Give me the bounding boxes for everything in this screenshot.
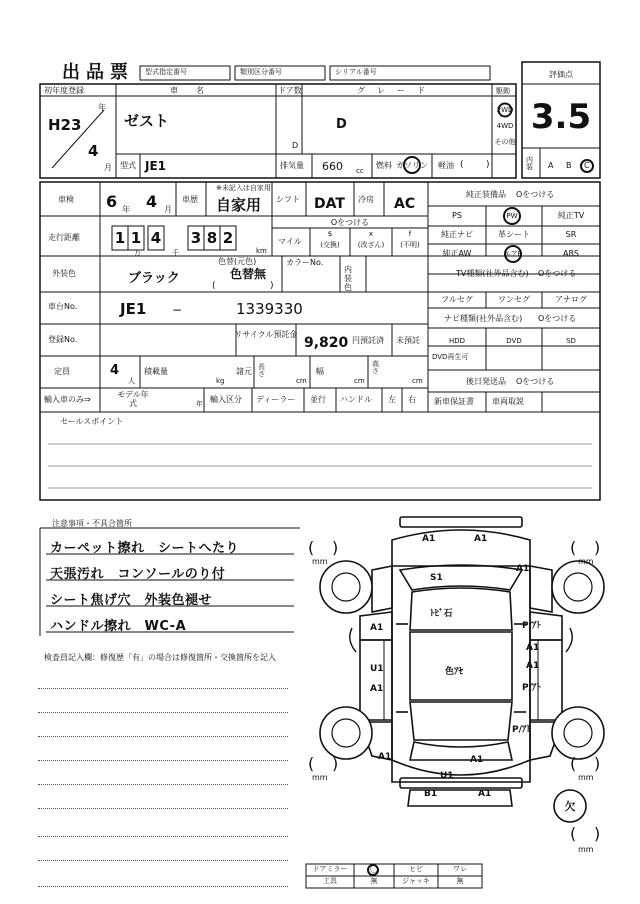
navi-mark-note: Oをつける: [538, 314, 577, 323]
chassis-prefix: JE1: [120, 300, 147, 318]
notes-title: 注意事項・不具合箇所: [52, 519, 132, 528]
damage-label: A1: [526, 661, 540, 671]
ac-label: 冷房: [358, 195, 374, 204]
door-mirror-value: 〇: [370, 865, 378, 874]
year-unit: 年: [98, 103, 106, 112]
equip-pw: PW: [506, 212, 518, 220]
inspector-line: [38, 784, 288, 785]
displacement-value: 660: [322, 160, 343, 173]
mileage-mark-note: Oをつける: [330, 218, 370, 227]
car-name: ゼスト: [124, 112, 170, 130]
inspector-line: [38, 860, 288, 861]
recycle-unpaid: 未預託: [396, 336, 420, 345]
first-reg-label: 初年度登録: [44, 86, 84, 95]
unknown-label: (不明): [400, 241, 420, 249]
note-item-3: シート焦げ穴 外装色褪せ: [50, 593, 213, 608]
damage-label: A1: [474, 534, 488, 544]
inspection-year: 6: [106, 192, 118, 211]
exterior-value: ブラック: [128, 271, 180, 286]
equip-aw: 純正AW: [442, 249, 472, 258]
interior-c: C: [584, 161, 590, 170]
damage-label: A1: [470, 755, 484, 765]
later-manual: 車両取説: [492, 397, 524, 406]
form-title: 出品票: [62, 62, 134, 83]
length-cm-unit: cm: [296, 377, 307, 385]
damage-label: P/ｱﾄ: [522, 683, 541, 693]
dimensions-label: 諸元: [236, 367, 252, 376]
chassis-label: 車台No.: [48, 302, 78, 311]
model-year-label: モデル年式: [117, 390, 149, 408]
tread-bracket-open: (: [570, 538, 577, 557]
drive-other: その他: [494, 138, 516, 146]
mark-x: x: [368, 230, 374, 238]
drive-label: 駆動: [496, 87, 510, 95]
damage-label: P/ｱﾄ: [522, 621, 541, 631]
chassis-number: 1339330: [236, 300, 303, 318]
cc-unit: cc: [356, 167, 364, 175]
shift-value: DAT: [314, 196, 345, 212]
displacement-label: 排気量: [280, 161, 304, 170]
tv-fullseg: フルセグ: [441, 295, 473, 304]
history-value: 自家用: [216, 196, 262, 214]
tread-unit: mm: [578, 845, 594, 854]
mileage-digit-2: 1: [130, 229, 142, 247]
tv-oneseg: ワンセグ: [498, 295, 530, 304]
note-item-4: ハンドル擦れ WC-A: [50, 619, 187, 634]
import-label: 輸入車のみ⇒: [44, 395, 91, 404]
history-label: 車歴: [182, 195, 198, 204]
doors-label: ドア数: [278, 86, 302, 95]
ac-value: AC: [394, 196, 416, 212]
capacity-label: 定員: [54, 367, 70, 376]
fuel-label: 燃料: [376, 161, 392, 170]
damage-label: U1: [370, 664, 384, 674]
sales-point-label: セールスポイント: [60, 417, 124, 426]
equip-leather: 革シート: [498, 230, 530, 239]
fuel-diesel: 軽油: [438, 161, 454, 170]
load-label: 積載量: [144, 367, 168, 376]
note-item-2: 天張汚れ コンソールのり付: [50, 567, 226, 582]
damage-label: P/ｱﾄ: [512, 725, 531, 735]
tv-label: TV種類(社外品含む): [456, 269, 529, 278]
grade-value: D: [336, 117, 347, 132]
inspector-line: [38, 712, 288, 713]
capacity-value: 4: [110, 363, 120, 378]
height-label: 高さ: [372, 360, 379, 375]
damage-label: A1: [478, 789, 492, 799]
inspector-line: [38, 808, 288, 809]
jack-value: 無: [456, 877, 464, 885]
mark-f: f: [408, 230, 412, 238]
drive-2wd: 2WD: [496, 106, 514, 114]
man-unit: 万: [134, 249, 141, 257]
reg-year: H23: [48, 116, 82, 134]
damage-label: A1: [370, 623, 384, 633]
sen-unit: 千: [172, 249, 179, 257]
tread-bracket-close: ): [332, 754, 339, 773]
note-item-1: カーペット擦れ シートへたり: [50, 541, 240, 556]
navi-dvd: DVD: [506, 337, 522, 345]
color-no-label: カラーNo.: [286, 258, 324, 267]
chassis-dash: −: [172, 303, 183, 317]
load-kg-unit: kg: [216, 377, 225, 385]
mark-dollar: $: [327, 230, 333, 238]
tread-unit: mm: [312, 557, 328, 566]
inspector-line: [38, 760, 288, 761]
grade-label: グレード: [357, 86, 437, 95]
repaint-paren-close: ): [270, 281, 274, 291]
left-label: 左: [388, 395, 396, 404]
repaint-paren-open: (: [212, 281, 216, 291]
score-value: 3.5: [530, 97, 592, 137]
tools-value: 無: [370, 877, 378, 885]
month-unit: 月: [104, 163, 112, 172]
inspector-line: [38, 886, 288, 887]
import-class-label: 輸入区分: [210, 395, 242, 404]
serial-label: シリアル番号: [335, 68, 377, 76]
navi-label: ナビ種類(社外品含む): [444, 314, 523, 323]
tread-bracket-close: ): [594, 538, 601, 557]
tools-label: 工具: [323, 877, 337, 885]
damage-label: B1: [424, 789, 438, 799]
interior-color-label: 内装色: [344, 265, 352, 292]
model-year-unit: 年: [196, 400, 203, 408]
later-warranty: 新車保証書: [434, 397, 474, 406]
interior-label: 内装: [526, 156, 533, 171]
inspection-month: 4: [146, 192, 158, 211]
doors-suffix: D: [292, 141, 299, 150]
break-label: ワレ: [453, 865, 467, 873]
dealer-label: ディーラー: [256, 395, 296, 404]
damage-label: A1: [422, 534, 436, 544]
tread-bracket-open: (: [570, 754, 577, 773]
equip-abs: ABS: [563, 249, 579, 258]
fuel-paren-close: ): [486, 160, 490, 170]
tv-mark-note: Oをつける: [538, 269, 577, 278]
km-unit: km: [256, 247, 267, 255]
parallel-label: 並行: [310, 395, 326, 404]
history-note: ※未記入は自家用: [216, 184, 271, 192]
recycle-paid: 円預託済: [352, 336, 384, 345]
drive-4wd: 4WD: [496, 122, 514, 130]
damage-label: S1: [430, 573, 443, 583]
mileage-digit-4: 3: [190, 229, 202, 247]
recycle-value: 9,820: [304, 335, 349, 351]
car-name-label: 車名: [170, 86, 222, 95]
mileage-digit-3: 4: [150, 229, 162, 247]
inspection-month-unit: 月: [164, 205, 172, 214]
equip-sr: SR: [565, 230, 577, 239]
mileage-digit-6: 2: [222, 229, 234, 247]
navi-sd: SD: [566, 337, 576, 345]
tread-unit: mm: [578, 557, 594, 566]
jack-label: ジャッキ: [402, 877, 430, 885]
repaint-value: 色替無: [230, 267, 267, 281]
tread-bracket-close: ): [332, 538, 339, 557]
genuine-label: 純正装備品: [466, 190, 506, 199]
inspector-line: [38, 836, 288, 837]
crack-label: ヒビ: [409, 865, 423, 873]
equip-tv: 純正TV: [557, 211, 585, 220]
class-label: 類別区分番号: [240, 68, 282, 76]
person-unit: 人: [128, 377, 135, 385]
fuel-gasoline: ガソリン: [396, 161, 428, 170]
navi-hdd: HDD: [448, 337, 466, 345]
damage-label: A1: [378, 752, 392, 762]
dvd-label: DVD再生可: [432, 353, 469, 361]
equip-airbag: エアB: [503, 250, 523, 258]
recycle-label: リサイクル預託金: [234, 330, 298, 339]
tread-unit: mm: [312, 773, 328, 782]
model-label: 型式: [120, 161, 136, 170]
width-label: 幅: [316, 367, 324, 376]
fuel-paren-open: (: [460, 160, 464, 170]
damage-label: U1: [440, 771, 454, 781]
tread-bracket-open: (: [570, 824, 577, 843]
damage-label: 色ｱｾ: [445, 667, 464, 677]
inspector-line: [38, 736, 288, 737]
right-label: 右: [408, 395, 416, 404]
interior-a: A: [548, 161, 554, 170]
tread-unit: mm: [578, 773, 594, 782]
genuine-mark-note: Oをつける: [516, 190, 555, 199]
equip-ps: PS: [452, 211, 462, 220]
reg-no-label: 登録No.: [48, 335, 78, 344]
altered-label: (改ざん): [357, 241, 385, 249]
shift-label: シフト: [276, 195, 300, 204]
tread-bracket-close: ): [594, 754, 601, 773]
mile-label: マイル: [278, 237, 302, 246]
inspection-year-unit: 年: [122, 205, 130, 214]
tread-bracket-close: ): [594, 824, 601, 843]
inspector-line: [38, 688, 288, 689]
missing-mark: 欠: [564, 800, 576, 813]
exchange-label: (交換): [320, 241, 340, 249]
interior-b: B: [566, 161, 572, 170]
damage-label: A1: [516, 564, 530, 574]
handle-label: ハンドル: [340, 395, 372, 404]
mileage-digit-5: 8: [206, 229, 218, 247]
equip-navi: 純正ナビ: [441, 230, 473, 239]
door-mirror-label: ドアミラー: [312, 865, 348, 873]
height-cm-unit: cm: [412, 377, 423, 385]
width-cm-unit: cm: [354, 377, 365, 385]
model-value: JE1: [145, 159, 167, 173]
damage-label: A1: [370, 684, 384, 694]
mileage-label: 走行距離: [48, 233, 80, 242]
score-label: 評価点: [549, 70, 573, 79]
tread-bracket-open: (: [308, 754, 315, 773]
type-cert-label: 型式指定番号: [145, 68, 187, 76]
damage-label: ﾄﾋﾞ石: [430, 609, 453, 619]
exterior-label: 外装色: [52, 269, 76, 278]
length-label: 長さ: [258, 363, 265, 378]
inspector-label: 検査員記入欄：修復歴「有」の場合は修復箇所・交換箇所を記入: [44, 653, 276, 662]
tread-bracket-open: (: [308, 538, 315, 557]
inspection-label: 車検: [58, 195, 74, 204]
later-mark-note: Oをつける: [516, 377, 555, 386]
tv-analog: アナログ: [555, 295, 587, 304]
damage-label: A1: [526, 643, 540, 653]
later-label: 後日発送品: [466, 377, 506, 386]
mileage-digit-1: 1: [114, 229, 126, 247]
repaint-label: 色替(元色): [218, 257, 257, 266]
reg-month: 4: [88, 142, 99, 160]
